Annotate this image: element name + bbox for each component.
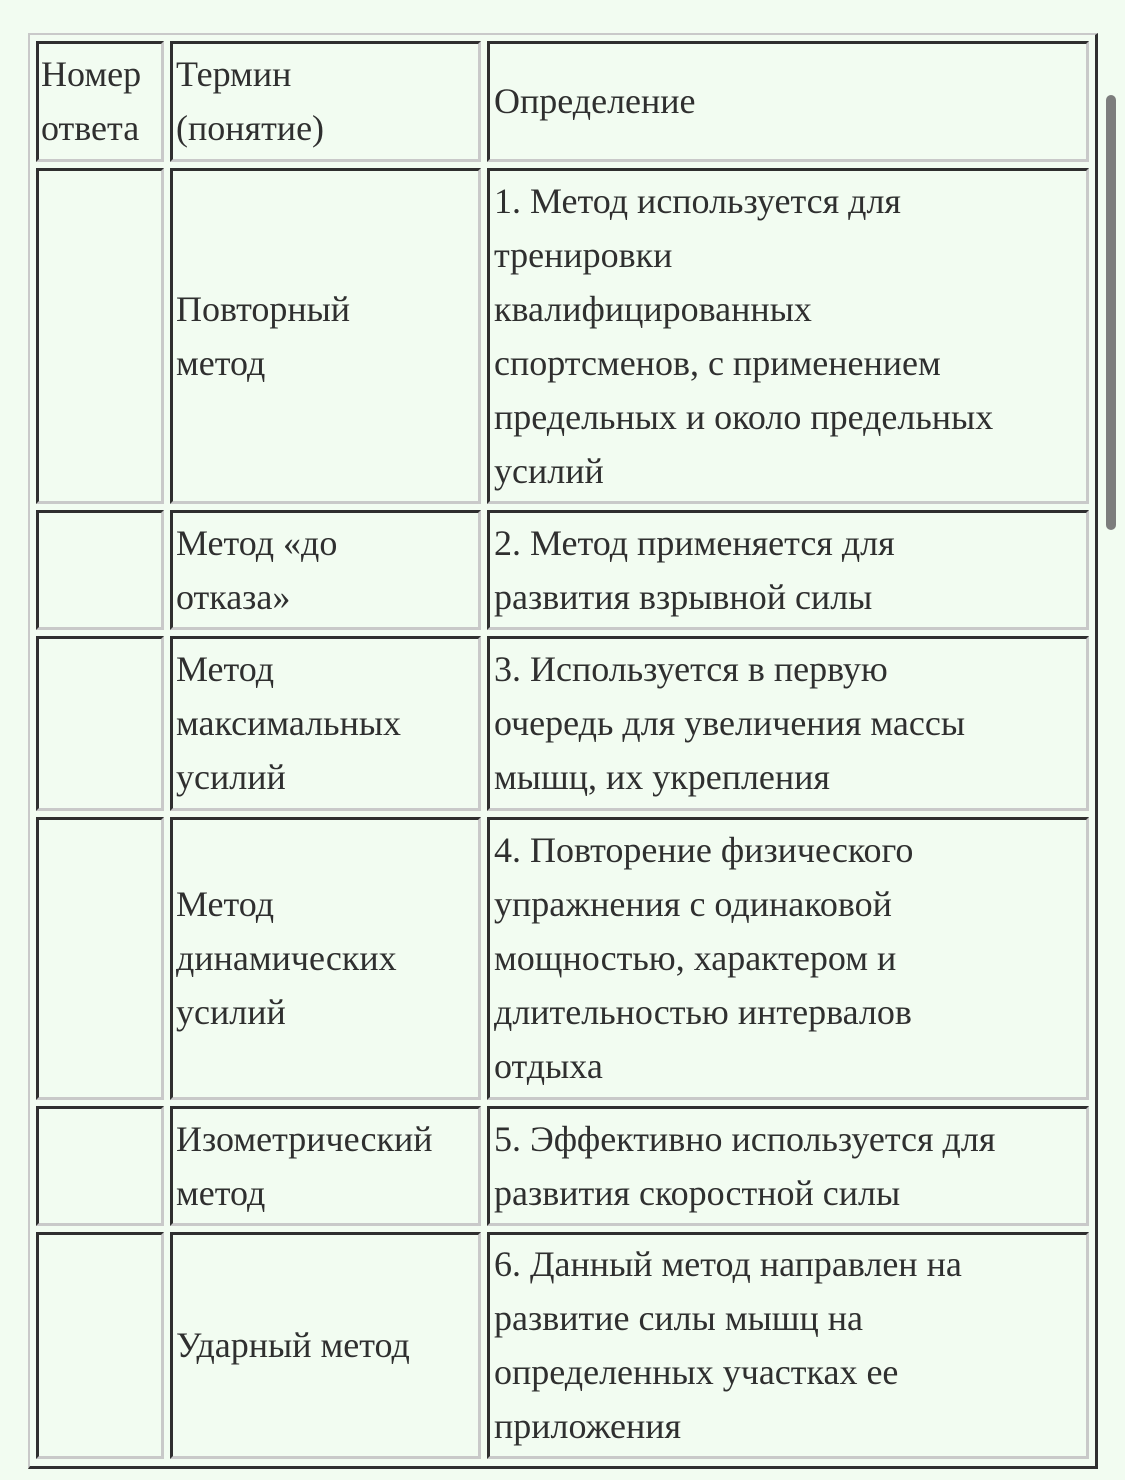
term-line: максимальных	[176, 703, 402, 743]
header-number-line: Номер	[41, 54, 142, 94]
answer-number-cell[interactable]	[36, 1106, 164, 1226]
table-header-row	[36, 41, 1089, 162]
definition-line: квалифицированных	[494, 288, 812, 329]
definition-line: упражнения с одинаковой	[494, 884, 892, 924]
definition-cell	[487, 510, 1089, 630]
definition-cell	[487, 636, 1089, 811]
term-line: Метод	[176, 884, 275, 924]
term-line: усилий	[176, 992, 286, 1032]
definition-line: предельных и около предельных	[494, 396, 994, 437]
definition-line: 5. Эффективно используется для	[494, 1118, 996, 1159]
term-line: отказа»	[176, 576, 291, 617]
definition-line: 3. Используется в первую	[494, 649, 888, 689]
definition-line: мышц, их укрепления	[494, 757, 830, 797]
definition-line: очередь для увеличения массы	[494, 703, 966, 743]
term-line: метод	[176, 342, 266, 383]
term-line: Ударный метод	[176, 1325, 410, 1365]
term-cell	[170, 817, 481, 1100]
vertical-scrollbar[interactable]	[1106, 95, 1116, 530]
definition-line: приложения	[494, 1406, 682, 1446]
table-row	[36, 168, 1089, 504]
answer-number-cell[interactable]	[36, 168, 164, 504]
definition-line: тренировки	[494, 234, 673, 275]
term-cell	[170, 636, 481, 811]
term-line: метод	[176, 1172, 266, 1213]
header-term	[170, 41, 481, 162]
term-line: усилий	[176, 757, 286, 797]
term-cell	[170, 168, 481, 504]
definition-cell	[487, 817, 1089, 1100]
term-cell	[170, 1106, 481, 1226]
definition-line: развития скоростной силы	[494, 1172, 901, 1213]
term-line: динамических	[176, 938, 397, 978]
term-cell	[170, 510, 481, 630]
answer-number-cell[interactable]	[36, 510, 164, 630]
table-row	[36, 817, 1089, 1100]
definition-cell	[487, 1106, 1089, 1226]
term-line: Изометрический	[176, 1118, 433, 1159]
definition-cell	[487, 168, 1089, 504]
definition-line: 1. Метод используется для	[494, 180, 901, 221]
table-row	[36, 510, 1089, 630]
definition-line: усилий	[494, 450, 604, 491]
term-line: Метод «до	[176, 522, 338, 563]
definition-line: мощностью, характером и	[494, 938, 897, 978]
definition-line: спортсменов, с применением	[494, 342, 941, 383]
header-definition	[487, 41, 1089, 162]
table-row	[36, 636, 1089, 811]
answer-number-cell[interactable]	[36, 817, 164, 1100]
term-line: Повторный	[176, 288, 351, 329]
definition-line: 2. Метод применяется для	[494, 522, 895, 563]
definition-line: 6. Данный метод направлен на	[494, 1244, 962, 1284]
answer-number-cell[interactable]	[36, 1232, 164, 1459]
definition-line: определенных участках ее	[494, 1352, 899, 1392]
definition-cell	[487, 1232, 1089, 1459]
matching-table-frame	[28, 33, 1098, 1469]
header-number	[36, 41, 164, 162]
term-line: Метод	[176, 649, 275, 689]
header-definition-line: Определение	[494, 81, 696, 121]
definition-line: длительностью интервалов	[494, 992, 912, 1032]
definition-line: развития взрывной силы	[494, 576, 873, 617]
definition-line: 4. Повторение физического	[494, 830, 914, 870]
table-row	[36, 1232, 1089, 1459]
header-number-line: ответа	[41, 108, 140, 148]
header-term-line: Термин	[176, 54, 292, 94]
definition-line: развитие силы мышц на	[494, 1298, 864, 1338]
answer-number-cell[interactable]	[36, 636, 164, 811]
definition-line: отдыха	[494, 1046, 603, 1086]
term-cell	[170, 1232, 481, 1459]
matching-table	[30, 35, 1095, 1465]
table-row	[36, 1106, 1089, 1226]
header-term-line: (понятие)	[176, 108, 325, 148]
